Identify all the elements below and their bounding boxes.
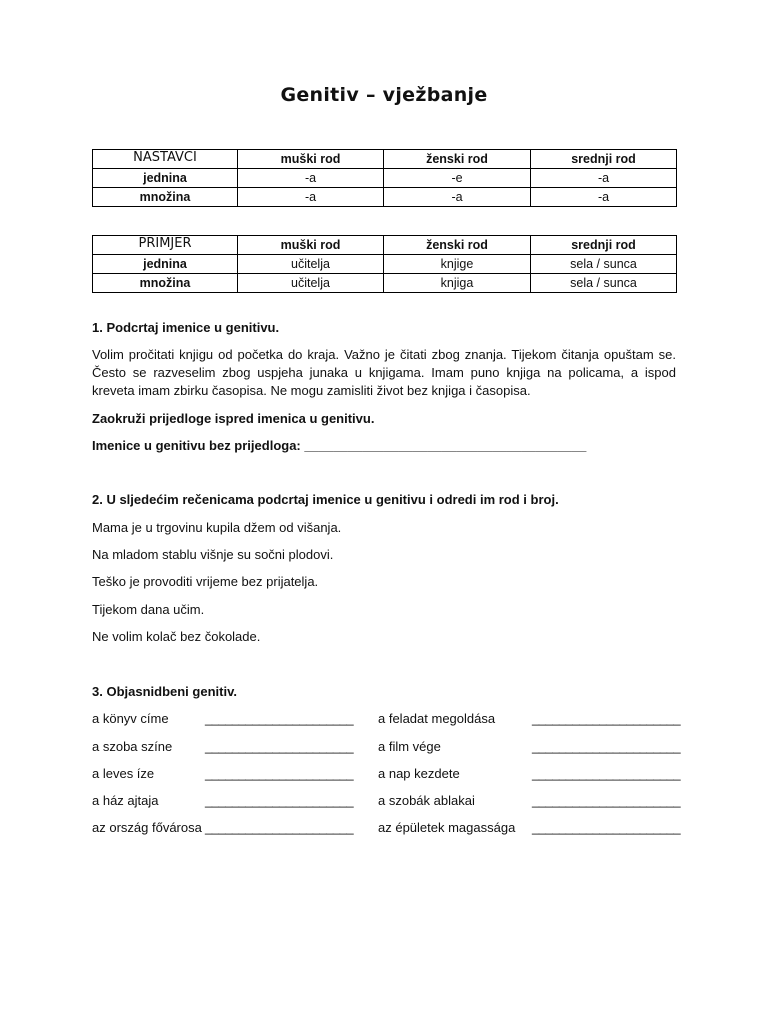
phrase-right: a szobák ablakai bbox=[378, 793, 475, 808]
column-header: muški rod bbox=[238, 236, 384, 255]
exercise-2-sentence: Tijekom dana učim. bbox=[92, 602, 205, 617]
column-header: muški rod bbox=[238, 150, 384, 169]
exercise-1-heading: 1. Podcrtaj imenice u genitivu. bbox=[92, 320, 280, 335]
table-corner-label: NASTAVCI bbox=[93, 150, 238, 169]
phrase-right: a feladat megoldása bbox=[378, 711, 496, 726]
phrase-right: az épületek magassága bbox=[378, 820, 516, 835]
column-header: srednji rod bbox=[531, 236, 677, 255]
table-header-row bbox=[93, 236, 677, 255]
genitive-pair-row bbox=[92, 739, 681, 757]
table-row bbox=[93, 274, 677, 293]
exercise-1-paragraph: Volim pročitati knjigu od početka do kraja. Važno je čitati zbog znanja. Tijekom čitanja opuštam se. Često se razveselim zbog uspjeha junaka u knjigama. Imam puno knjiga na policama, a ispod kreveta imam zbirku časopisa. Ne mogu zamisliti život bez knjiga i časopisa. bbox=[92, 347, 676, 398]
phrase-right: a film vége bbox=[378, 739, 441, 754]
phrase-right: a nap kezdete bbox=[378, 766, 460, 781]
genitive-pair-row bbox=[92, 793, 681, 811]
answer-blank: ______________________ bbox=[205, 711, 354, 726]
table-cell: knjiga bbox=[384, 274, 531, 293]
table-cell: -a bbox=[531, 188, 677, 207]
phrase-left: a szoba színe bbox=[92, 739, 173, 754]
answer-blank: ______________________ bbox=[532, 820, 681, 835]
row-label: množina bbox=[93, 274, 238, 293]
phrase-left: a leves íze bbox=[92, 766, 155, 781]
table-cell: učitelja bbox=[238, 255, 384, 274]
table-cell: -a bbox=[238, 188, 384, 207]
answer-blank: ______________________ bbox=[532, 766, 681, 781]
table-cell: sela / sunca bbox=[531, 255, 677, 274]
genitive-pair-row bbox=[92, 711, 681, 729]
answer-blank: ______________________ bbox=[532, 739, 681, 754]
column-header: ženski rod bbox=[384, 150, 531, 169]
column-header: ženski rod bbox=[384, 236, 531, 255]
exercise-1-task-circle: Zaokruži prijedloge ispred imenica u genitivu. bbox=[92, 411, 375, 426]
table-cell: učitelja bbox=[238, 274, 384, 293]
answer-blank: ______________________ bbox=[205, 793, 354, 808]
table-header-row bbox=[93, 150, 677, 169]
column-header: srednji rod bbox=[531, 150, 677, 169]
answer-blank: ______________________ bbox=[205, 820, 354, 835]
answer-blank: ______________________ bbox=[532, 711, 681, 726]
exercise-2-heading: 2. U sljedećim rečenicama podcrtaj imenice u genitivu i odredi im rod i broj. bbox=[92, 492, 559, 507]
table-cell: -a bbox=[384, 188, 531, 207]
exercise-3-heading: 3. Objasnidbeni genitiv. bbox=[92, 684, 237, 699]
exercise-2-sentence: Teško je provoditi vrijeme bez prijatelja. bbox=[92, 574, 319, 589]
genitive-pair-row bbox=[92, 820, 681, 838]
page-title: Genitiv – vježbanje bbox=[280, 84, 488, 106]
answer-blank: ______________________ bbox=[532, 793, 681, 808]
endings-table bbox=[92, 149, 677, 207]
exercise-2-sentence: Mama je u trgovinu kupila džem od višanja. bbox=[92, 520, 342, 535]
table-cell: -a bbox=[238, 169, 384, 188]
table-row bbox=[93, 188, 677, 207]
phrase-left: a könyv címe bbox=[92, 711, 169, 726]
exercise-2-sentence: Ne volim kolač bez čokolade. bbox=[92, 629, 261, 644]
exercise-1-task-list: Imenice u genitivu bez prijedloga: _______________________________________ bbox=[92, 438, 587, 453]
row-label: množina bbox=[93, 188, 238, 207]
row-label: jednina bbox=[93, 255, 238, 274]
table-corner-label: PRIMJER bbox=[93, 236, 238, 255]
answer-blank: ______________________ bbox=[205, 766, 354, 781]
exercise-2-sentence: Na mladom stablu višnje su sočni plodovi. bbox=[92, 547, 334, 562]
table-cell: -a bbox=[531, 169, 677, 188]
table-row bbox=[93, 169, 677, 188]
table-row bbox=[93, 255, 677, 274]
table-cell: knjige bbox=[384, 255, 531, 274]
phrase-left: a ház ajtaja bbox=[92, 793, 159, 808]
phrase-left: az ország fővárosa bbox=[92, 820, 202, 835]
genitive-pair-row bbox=[92, 766, 681, 784]
answer-blank: ______________________ bbox=[205, 739, 354, 754]
table-cell: -e bbox=[384, 169, 531, 188]
example-table bbox=[92, 235, 677, 293]
row-label: jednina bbox=[93, 169, 238, 188]
table-cell: sela / sunca bbox=[531, 274, 677, 293]
